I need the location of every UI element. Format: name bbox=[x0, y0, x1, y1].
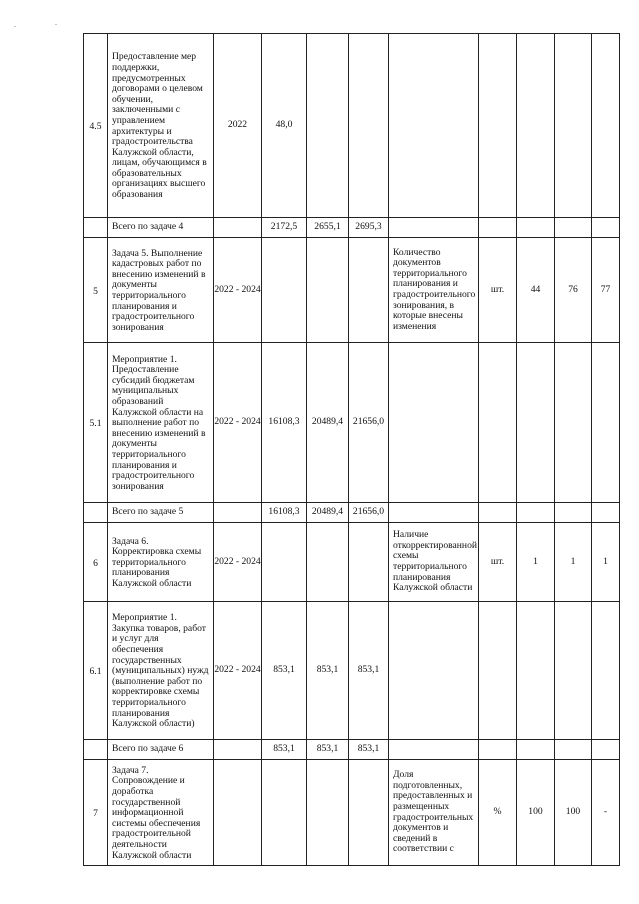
indicator-2024 bbox=[592, 602, 620, 740]
years-cell: 2022 - 2024 bbox=[214, 602, 262, 740]
indicator-2022 bbox=[517, 343, 555, 503]
indicator-unit bbox=[479, 503, 517, 523]
total-2022: 16108,3 bbox=[262, 503, 307, 523]
funding-2024 bbox=[349, 238, 389, 343]
program-measures-table bbox=[83, 33, 620, 866]
indicator-2023: 1 bbox=[555, 523, 592, 602]
indicator-2022 bbox=[517, 218, 555, 238]
row-number bbox=[84, 740, 108, 760]
table-row bbox=[84, 602, 620, 740]
indicator-2023 bbox=[555, 34, 592, 218]
measure-name: Мероприятие 1. Закупка товаров, работ и услуг для обеспечения государственных (муниципальных) нужд (выполнение работ по корректировке схемы территориального планирования Калужской области) bbox=[108, 602, 214, 740]
indicator-unit: шт. bbox=[479, 238, 517, 343]
total-label: Всего по задаче 5 bbox=[108, 503, 214, 523]
indicator-2022 bbox=[517, 740, 555, 760]
total-2024: 2695,3 bbox=[349, 218, 389, 238]
indicator-2023 bbox=[555, 602, 592, 740]
scan-mark: . bbox=[55, 18, 57, 27]
total-2023: 2655,1 bbox=[307, 218, 349, 238]
funding-2023 bbox=[307, 238, 349, 343]
indicator-2023 bbox=[555, 503, 592, 523]
years-cell: 2022 - 2024 bbox=[214, 343, 262, 503]
total-2022: 853,1 bbox=[262, 740, 307, 760]
funding-2024: 21656,0 bbox=[349, 343, 389, 503]
indicator-2022: 44 bbox=[517, 238, 555, 343]
total-2023: 853,1 bbox=[307, 740, 349, 760]
funding-2023: 20489,4 bbox=[307, 343, 349, 503]
indicator-unit bbox=[479, 602, 517, 740]
funding-2023: 853,1 bbox=[307, 602, 349, 740]
indicator-2024 bbox=[592, 34, 620, 218]
total-row bbox=[84, 740, 620, 760]
funding-2022 bbox=[262, 760, 307, 866]
funding-2023 bbox=[307, 523, 349, 602]
funding-2022 bbox=[262, 238, 307, 343]
total-2022: 2172,5 bbox=[262, 218, 307, 238]
row-number: 6 bbox=[84, 523, 108, 602]
indicator-name bbox=[389, 503, 479, 523]
years-cell bbox=[214, 503, 262, 523]
funding-2022 bbox=[262, 523, 307, 602]
total-row bbox=[84, 503, 620, 523]
funding-2022: 48,0 bbox=[262, 34, 307, 218]
total-label: Всего по задаче 4 bbox=[108, 218, 214, 238]
indicator-2022: 100 bbox=[517, 760, 555, 866]
table-row bbox=[84, 238, 620, 343]
indicator-2022: 1 bbox=[517, 523, 555, 602]
indicator-name bbox=[389, 602, 479, 740]
row-number: 4.5 bbox=[84, 34, 108, 218]
row-number bbox=[84, 503, 108, 523]
indicator-unit bbox=[479, 740, 517, 760]
indicator-2022 bbox=[517, 602, 555, 740]
indicator-name: Доля подготовленных, предоставленных и размещенных градостроительных документов и сведений в соответствии с bbox=[389, 760, 479, 866]
indicator-unit bbox=[479, 34, 517, 218]
task-name: Задача 6. Корректировка схемы территориального планирования Калужской области bbox=[108, 523, 214, 602]
indicator-2022 bbox=[517, 503, 555, 523]
years-cell bbox=[214, 740, 262, 760]
table-row bbox=[84, 523, 620, 602]
indicator-unit: шт. bbox=[479, 523, 517, 602]
indicator-name bbox=[389, 34, 479, 218]
years-cell: 2022 - 2024 bbox=[214, 238, 262, 343]
indicator-2022 bbox=[517, 34, 555, 218]
total-2023: 20489,4 bbox=[307, 503, 349, 523]
total-2024: 21656,0 bbox=[349, 503, 389, 523]
row-number: 6.1 bbox=[84, 602, 108, 740]
indicator-2024 bbox=[592, 740, 620, 760]
years-cell bbox=[214, 760, 262, 866]
total-row bbox=[84, 218, 620, 238]
indicator-name bbox=[389, 740, 479, 760]
task-name: Задача 7. Сопровождение и доработка государственной информационной системы обеспечения градостроительной деятельности Калужской области bbox=[108, 760, 214, 866]
row-number bbox=[84, 218, 108, 238]
indicator-2024: 77 bbox=[592, 238, 620, 343]
funding-2024: 853,1 bbox=[349, 602, 389, 740]
indicator-unit: % bbox=[479, 760, 517, 866]
scan-mark: . bbox=[14, 20, 16, 29]
indicator-name bbox=[389, 343, 479, 503]
indicator-unit bbox=[479, 218, 517, 238]
indicator-name: Наличие откорректированной схемы территориального планирования Калужской области bbox=[389, 523, 479, 602]
table-row bbox=[84, 34, 620, 218]
indicator-unit bbox=[479, 343, 517, 503]
funding-2024 bbox=[349, 760, 389, 866]
funding-2022: 16108,3 bbox=[262, 343, 307, 503]
indicator-2024 bbox=[592, 343, 620, 503]
years-cell: 2022 bbox=[214, 34, 262, 218]
funding-2023 bbox=[307, 34, 349, 218]
measure-name: Мероприятие 1. Предоставление субсидий бюджетам муниципальных образований Калужской области на выполнение работ по внесению изменений в документы территориального планирования и градостроительного зонирования bbox=[108, 343, 214, 503]
indicator-2024: 1 bbox=[592, 523, 620, 602]
funding-2023 bbox=[307, 760, 349, 866]
years-cell bbox=[214, 218, 262, 238]
indicator-2024 bbox=[592, 218, 620, 238]
table-row bbox=[84, 760, 620, 866]
measure-name: Предоставление мер поддержки, предусмотренных договорами о целевом обучении, заключенными с управлением архитектуры и градостроительства Калужской области, лицам, обучающимся в образовательных организациях высшего образования bbox=[108, 34, 214, 218]
years-cell: 2022 - 2024 bbox=[214, 523, 262, 602]
indicator-name: Количество документов территориального планирования и градостроительного зонирования, в которые внесены изменения bbox=[389, 238, 479, 343]
indicator-2023: 76 bbox=[555, 238, 592, 343]
indicator-2023 bbox=[555, 740, 592, 760]
row-number: 5 bbox=[84, 238, 108, 343]
funding-2024 bbox=[349, 523, 389, 602]
row-number: 7 bbox=[84, 760, 108, 866]
table-row bbox=[84, 343, 620, 503]
indicator-2024: - bbox=[592, 760, 620, 866]
indicator-2023 bbox=[555, 343, 592, 503]
funding-2024 bbox=[349, 34, 389, 218]
total-label: Всего по задаче 6 bbox=[108, 740, 214, 760]
indicator-name bbox=[389, 218, 479, 238]
indicator-2023 bbox=[555, 218, 592, 238]
task-name: Задача 5. Выполнение кадастровых работ по внесению изменений в документы территориального планирования и градостроительного зонирования bbox=[108, 238, 214, 343]
row-number: 5.1 bbox=[84, 343, 108, 503]
indicator-2024 bbox=[592, 503, 620, 523]
indicator-2023: 100 bbox=[555, 760, 592, 866]
funding-2022: 853,1 bbox=[262, 602, 307, 740]
total-2024: 853,1 bbox=[349, 740, 389, 760]
